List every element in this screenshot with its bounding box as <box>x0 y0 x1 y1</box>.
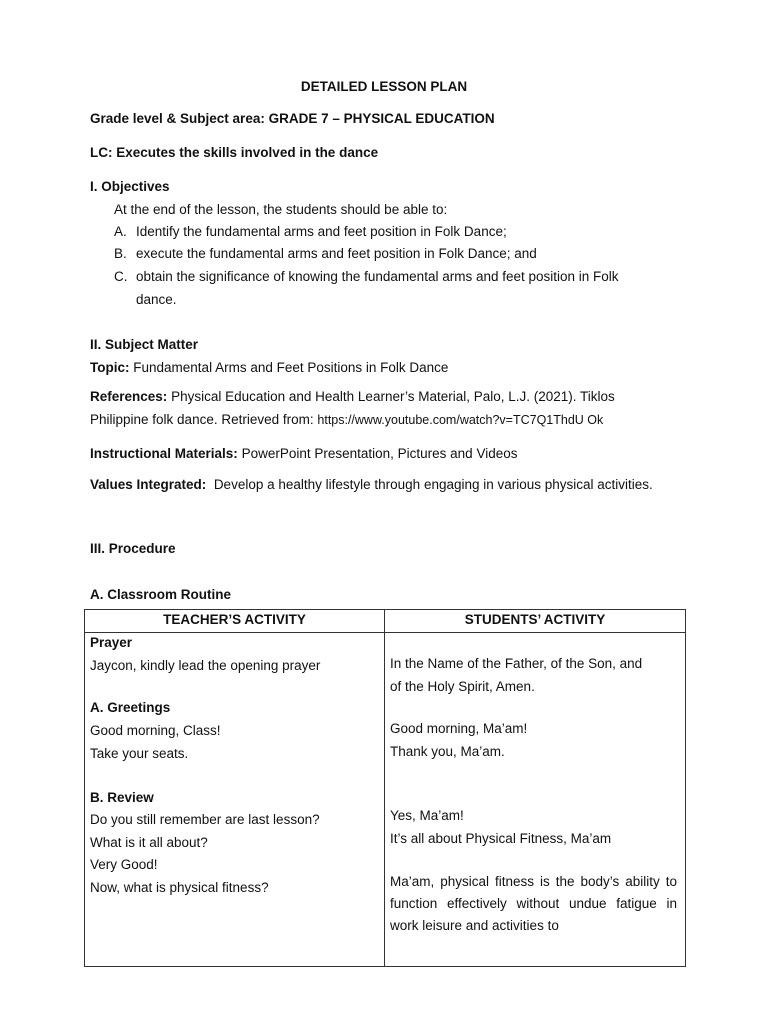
objective-text: Identify the fundamental arms and feet position in Folk Dance; <box>136 224 507 239</box>
objective-letter: A. <box>114 224 127 239</box>
teacher-activity-cell <box>85 633 385 967</box>
objective-text-continued: dance. <box>136 292 177 307</box>
subject-matter-heading: II. Subject Matter <box>90 337 199 352</box>
learning-competency: LC: Executes the skills involved in the dance <box>90 145 379 160</box>
teacher-line: Jaycon, kindly lead the opening prayer <box>90 658 321 673</box>
page-title: DETAILED LESSON PLAN <box>300 79 468 94</box>
topic-label: Topic: <box>90 360 130 375</box>
objective-letter: B. <box>114 246 127 261</box>
values-integrated <box>90 474 676 496</box>
references-line-2 <box>90 412 603 428</box>
students-activity-header: STUDENTS’ ACTIVITY <box>385 610 686 633</box>
materials-line <box>90 446 517 462</box>
objectives-heading: I. Objectives <box>90 179 170 194</box>
grade-label: Grade level & Subject area: <box>90 111 265 126</box>
student-line: It’s all about Physical Fitness, Ma’am <box>390 831 612 846</box>
topic-line <box>90 360 448 376</box>
values-value: Develop a healthy lifestyle through engaging in various physical activities. <box>213 477 653 492</box>
prayer-heading: Prayer <box>90 635 133 650</box>
objectives-intro: At the end of the lesson, the students should be able to: <box>114 202 448 217</box>
references-value-2: Philippine folk dance. Retrieved from: <box>90 412 314 427</box>
student-line: Yes, Ma’am! <box>390 808 464 823</box>
objective-text: execute the fundamental arms and feet position in Folk Dance; and <box>136 246 537 261</box>
teacher-line: Now, what is physical fitness? <box>90 880 269 895</box>
table-header-row <box>85 610 686 633</box>
objective-text: obtain the significance of knowing the fundamental arms and feet position in Folk <box>136 269 619 284</box>
classroom-routine-heading: A. Classroom Routine <box>90 587 232 602</box>
student-line: of the Holy Spirit, Amen. <box>390 679 535 694</box>
grade-value: GRADE 7 – PHYSICAL EDUCATION <box>268 111 495 126</box>
teacher-line: Do you still remember are last lesson? <box>90 812 320 827</box>
references-url: https://www.youtube.com/watch?v=TC7Q1ThdU Ok <box>317 413 604 427</box>
materials-value: PowerPoint Presentation, Pictures and Videos <box>241 446 518 461</box>
teacher-line: Very Good! <box>90 857 158 872</box>
student-line: Thank you, Ma’am. <box>390 744 505 759</box>
grade-line <box>90 111 495 127</box>
student-line: In the Name of the Father, of the Son, and <box>390 656 643 671</box>
student-line: Good morning, Ma’am! <box>390 721 528 736</box>
students-activity-cell <box>385 633 686 967</box>
review-heading: B. Review <box>90 790 154 805</box>
references-label: References: <box>90 389 168 404</box>
materials-label: Instructional Materials: <box>90 446 238 461</box>
greetings-heading: A. Greetings <box>90 700 171 715</box>
references-value: Physical Education and Health Learner’s Material, Palo, L.J. (2021). Tiklos <box>171 389 615 404</box>
classroom-routine-table <box>84 609 686 967</box>
teacher-line: Take your seats. <box>90 746 189 761</box>
student-fitness-answer: Ma’am, physical fitness is the body’s ability to function effectively without undue fatigue in work leisure and activities to <box>390 874 677 933</box>
table-row <box>85 633 686 967</box>
values-label: Values Integrated: <box>90 477 207 492</box>
references-line <box>90 389 615 405</box>
objective-letter: C. <box>114 269 128 284</box>
teacher-line: Good morning, Class! <box>90 723 221 738</box>
teacher-activity-header: TEACHER’S ACTIVITY <box>85 610 385 633</box>
teacher-line: What is it all about? <box>90 835 208 850</box>
procedure-heading: III. Procedure <box>90 541 176 556</box>
topic-value: Fundamental Arms and Feet Positions in Folk Dance <box>133 360 449 375</box>
